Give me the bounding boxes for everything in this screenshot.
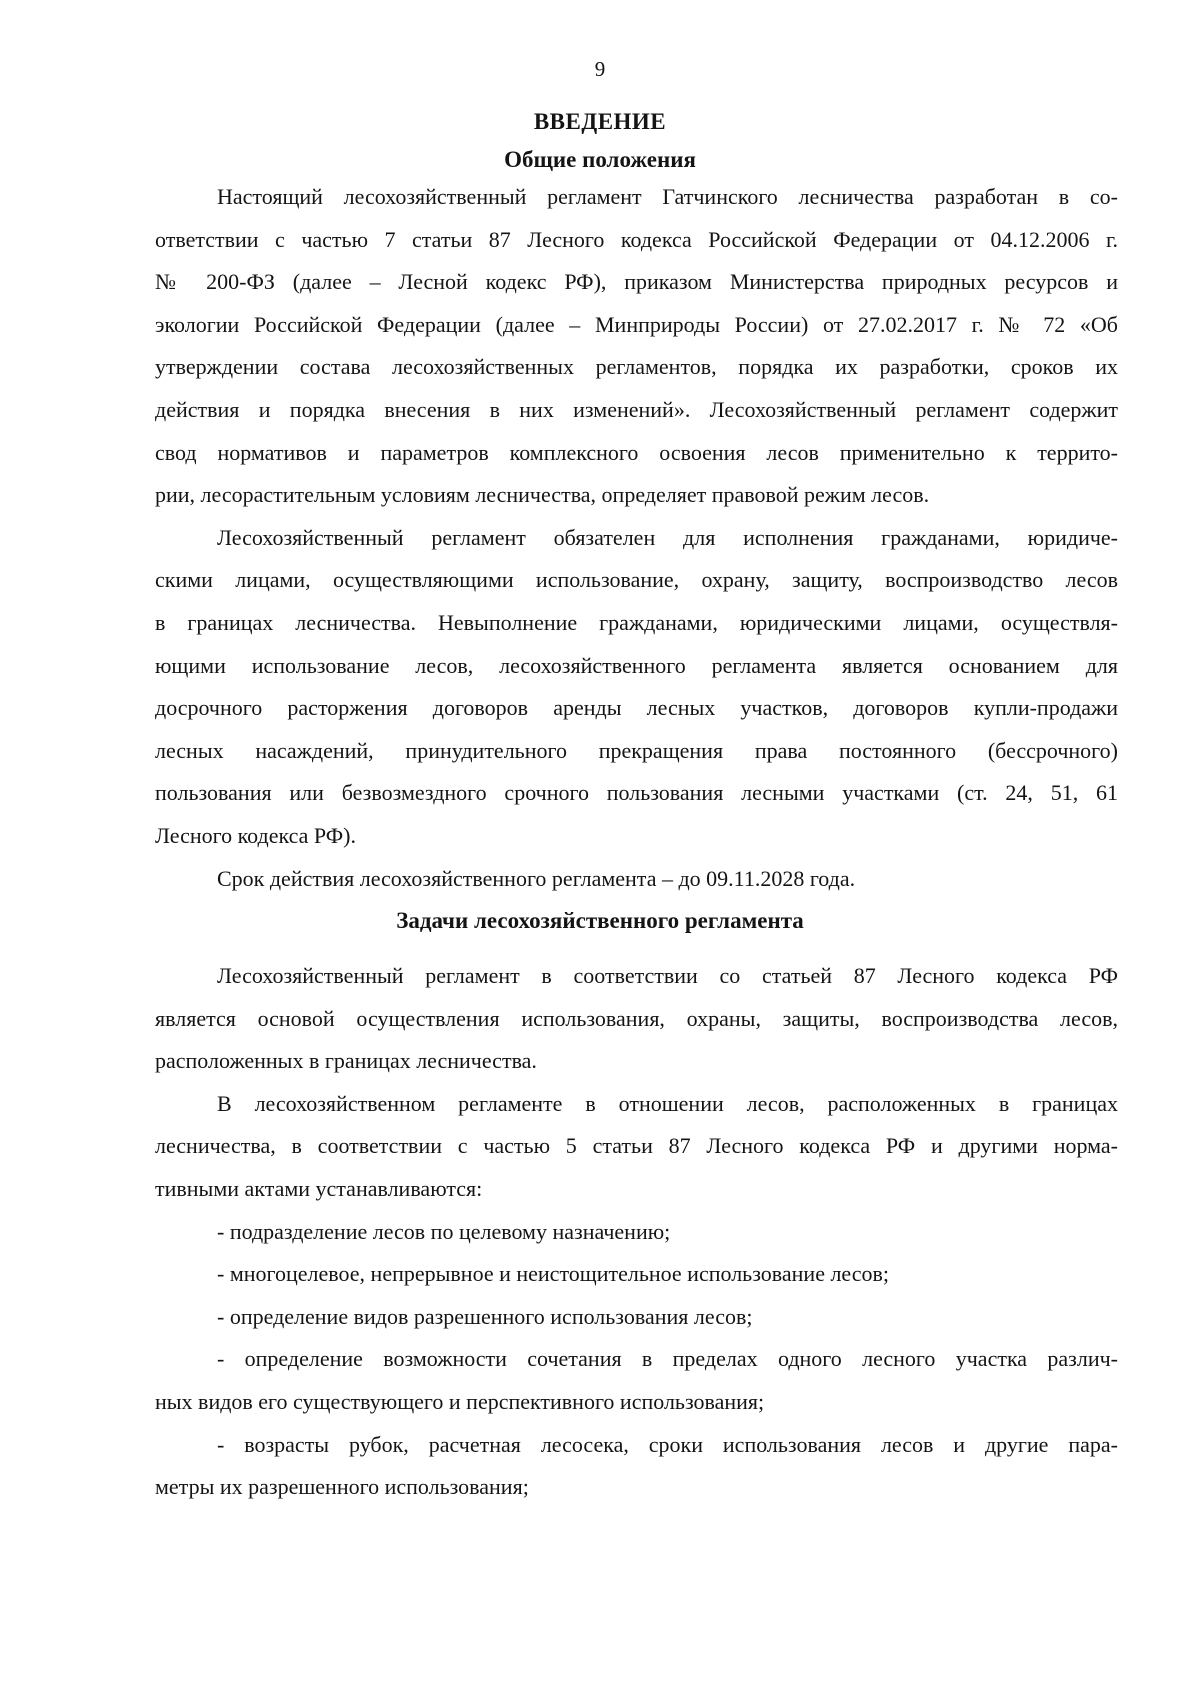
list-item-line: - возрасты рубок, расчетная лесосека, сроки использования лесов и другие пара-: [217, 1431, 1118, 1457]
paragraph-line: свод нормативов и параметров комплексного освоения лесов применительно к террито-: [155, 439, 1118, 465]
paragraph-line: Лесохозяйственный регламент обязателен для исполнения гражданами, юридиче-: [217, 524, 1118, 550]
list-item-line: - подразделение лесов по целевому назначению;: [217, 1218, 671, 1244]
section-heading: Общие положения: [504, 147, 696, 172]
page-number: 9: [594, 57, 606, 81]
paragraph-line: лесных насаждений, принудительного прекращения права постоянного (бессрочного): [155, 737, 1118, 763]
paragraph-line: Настоящий лесохозяйственный регламент Гатчинского лесничества разработан в со-: [217, 184, 1118, 209]
paragraph-line: В лесохозяйственном регламенте в отношении лесов, расположенных в границах: [217, 1090, 1118, 1116]
paragraph-line: в границах лесничества. Невыполнение гражданами, юридическими лицами, осуществля-: [155, 609, 1118, 635]
paragraph-line: расположенных в границах лесничества.: [155, 1048, 537, 1074]
document-body: [155, 106, 1118, 1509]
list-item-line: - определение видов разрешенного использования лесов;: [217, 1303, 753, 1329]
list-item-line: - определение возможности сочетания в пределах одного лесного участка различ-: [217, 1346, 1118, 1372]
list-item-line: метры их разрешенного использования;: [155, 1474, 529, 1500]
paragraph-line: ющими использование лесов, лесохозяйственного регламента является основанием для: [155, 652, 1118, 678]
paragraph-line: Лесохозяйственный регламент в соответствии со статьей 87 Лесного кодекса РФ: [217, 963, 1118, 989]
section-heading: Задачи лесохозяйственного регламента: [396, 908, 804, 934]
paragraph-line: Лесного кодекса РФ).: [155, 822, 356, 848]
list-item-line: ных видов его существующего и перспективного использования;: [155, 1389, 765, 1415]
paragraph-line: пользования или безвозмездного срочного пользования лесными участками (ст. 24, 51, 61: [155, 780, 1118, 806]
paragraph-line: досрочного расторжения договоров аренды лесных участков, договоров купли-продажи: [155, 695, 1118, 721]
paragraph-line: ответствии с частью 7 статьи 87 Лесного кодекса Российской Федерации от 04.12.2006 г.: [155, 226, 1118, 252]
paragraph-line: утверждении состава лесохозяйственных регламентов, порядка их разработки, сроков их: [155, 354, 1118, 380]
paragraph-line: Срок действия лесохозяйственного регламента – до 09.11.2028 года.: [217, 865, 856, 891]
paragraph-line: тивными актами устанавливаются:: [155, 1176, 483, 1202]
paragraph-line: № 200-ФЗ (далее – Лесной кодекс РФ), приказом Министерства природных ресурсов и: [155, 269, 1118, 295]
paragraph-line: действия и порядка внесения в них изменений». Лесохозяйственный регламент содержит: [155, 396, 1118, 422]
list-item-line: - многоцелевое, непрерывное и неистощительное использование лесов;: [217, 1261, 890, 1287]
paragraph-line: скими лицами, осуществляющими использование, охрану, защиту, воспроизводство лесов: [155, 567, 1118, 593]
paragraph-line: лесничества, в соответствии с частью 5 статьи 87 Лесного кодекса РФ и другими норма-: [155, 1133, 1118, 1159]
document-title: ВВЕДЕНИЕ: [533, 109, 667, 134]
paragraph-line: является основой осуществления использования, охраны, защиты, воспроизводства лесов,: [155, 1005, 1118, 1031]
paragraph-line: рии, лесорастительным условиям лесничества, определяет правовой режим лесов.: [155, 482, 930, 508]
paragraph-line: экологии Российской Федерации (далее – Минприроды России) от 27.02.2017 г. № 72 «Об: [155, 311, 1118, 337]
